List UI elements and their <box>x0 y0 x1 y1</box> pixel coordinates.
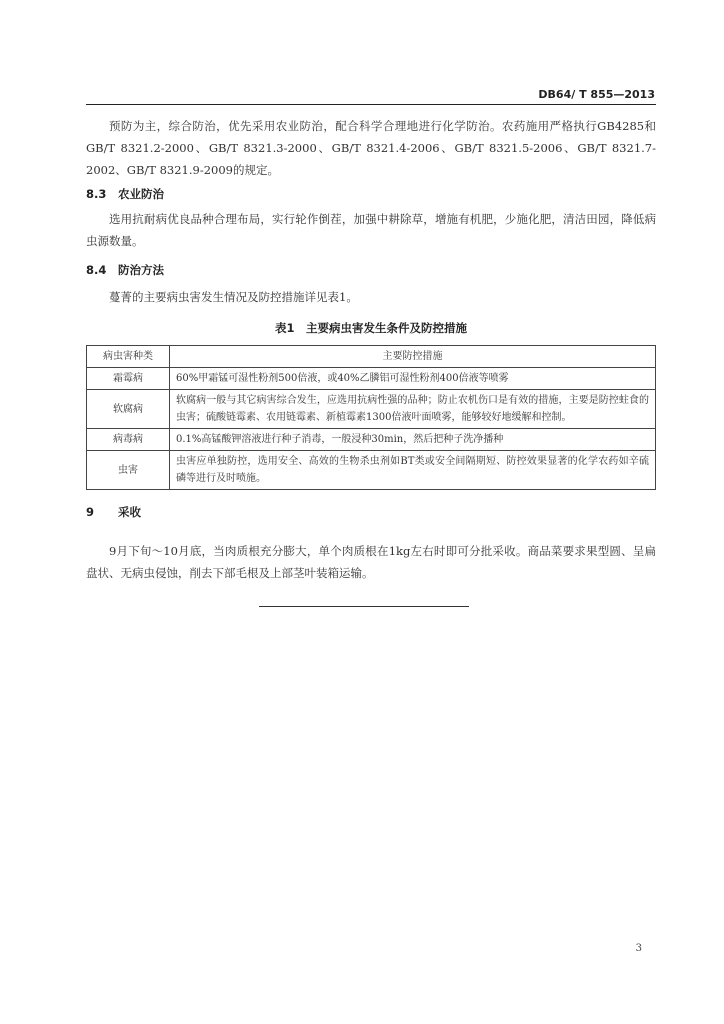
control-measure: 虫害应单独防控，选用安全、高效的生物杀虫剂如BT类或安全间隔期短、防控效果显著的化学农药如辛硫磷等进行及时喷施。 <box>170 451 656 490</box>
control-measure: 60%甲霜锰可湿性粉剂500倍液，或40%乙膦铝可湿性粉剂400倍液等喷雾 <box>170 368 656 390</box>
table-row <box>87 429 656 451</box>
section-number: 9 <box>86 505 95 519</box>
pest-name: 虫害 <box>87 451 170 490</box>
section-title: 采收 <box>118 505 141 519</box>
pest-name: 软腐病 <box>87 390 170 429</box>
section-8-4-heading <box>86 262 164 278</box>
section-8-3-text: 选用抗耐病优良品种合理布局，实行轮作倒茬，加强中耕除草，增施有机肥，少施化肥，清洁田园，降低病虫源数量。 <box>86 212 656 248</box>
page-number: 3 <box>635 943 642 954</box>
intro-paragraph: 预防为主，综合防治，优先采用农业防治，配合科学合理地进行化学防治。农药施用严格执行GB4285和GB/T 8321.2-2000、GB/T 8321.3-2000、GB/T 8321.4-2006、GB/T 8321.5-2006、GB/T 8321.7-2002、GB/T 8321.9-2009的规定。 <box>86 119 656 177</box>
table-row <box>87 368 656 390</box>
pest-name: 霜霉病 <box>87 368 170 390</box>
section-number: 8.3 <box>86 187 107 201</box>
standard-code: DB64/ T 855—2013 <box>538 88 655 101</box>
section-9-heading <box>86 504 141 520</box>
header-pest-type: 病虫害种类 <box>87 346 170 368</box>
table-row <box>87 390 656 429</box>
header-rule <box>86 104 656 105</box>
control-measure: 0.1%高锰酸钾溶液进行种子消毒，一般浸种30min，然后把种子洗净播种 <box>170 429 656 451</box>
section-title: 农业防治 <box>118 187 164 201</box>
pest-control-table <box>86 345 656 490</box>
control-measure: 软腐病一般与其它病害综合发生，应选用抗病性强的品种；防止农机伤口是有效的措施，主要是防控蛀食的虫害；硫酸链霉素、农用链霉素、新植霉素1300倍液叶面喷雾，能够较好地缓解和控制。 <box>170 390 656 429</box>
section-number: 8.4 <box>86 263 107 277</box>
header-measures: 主要防控措施 <box>170 346 656 368</box>
section-9-text: 9月下旬～10月底，当肉质根充分膨大，单个肉质根在1kg左右时即可分批采收。商品菜要求果型圆、呈扁盘状、无病虫侵蚀，削去下部毛根及上部茎叶装箱运输。 <box>86 544 656 580</box>
pest-name: 病毒病 <box>87 429 170 451</box>
table-title: 表1 主要病虫害发生条件及防控措施 <box>275 321 467 335</box>
section-8-4-text: 蔓菁的主要病虫害发生情况及防控措施详见表1。 <box>109 290 358 304</box>
section-8-3-heading <box>86 186 164 202</box>
section-title: 防治方法 <box>118 263 164 277</box>
table-row <box>87 451 656 490</box>
table-header-row <box>87 346 656 368</box>
end-rule <box>259 606 469 607</box>
